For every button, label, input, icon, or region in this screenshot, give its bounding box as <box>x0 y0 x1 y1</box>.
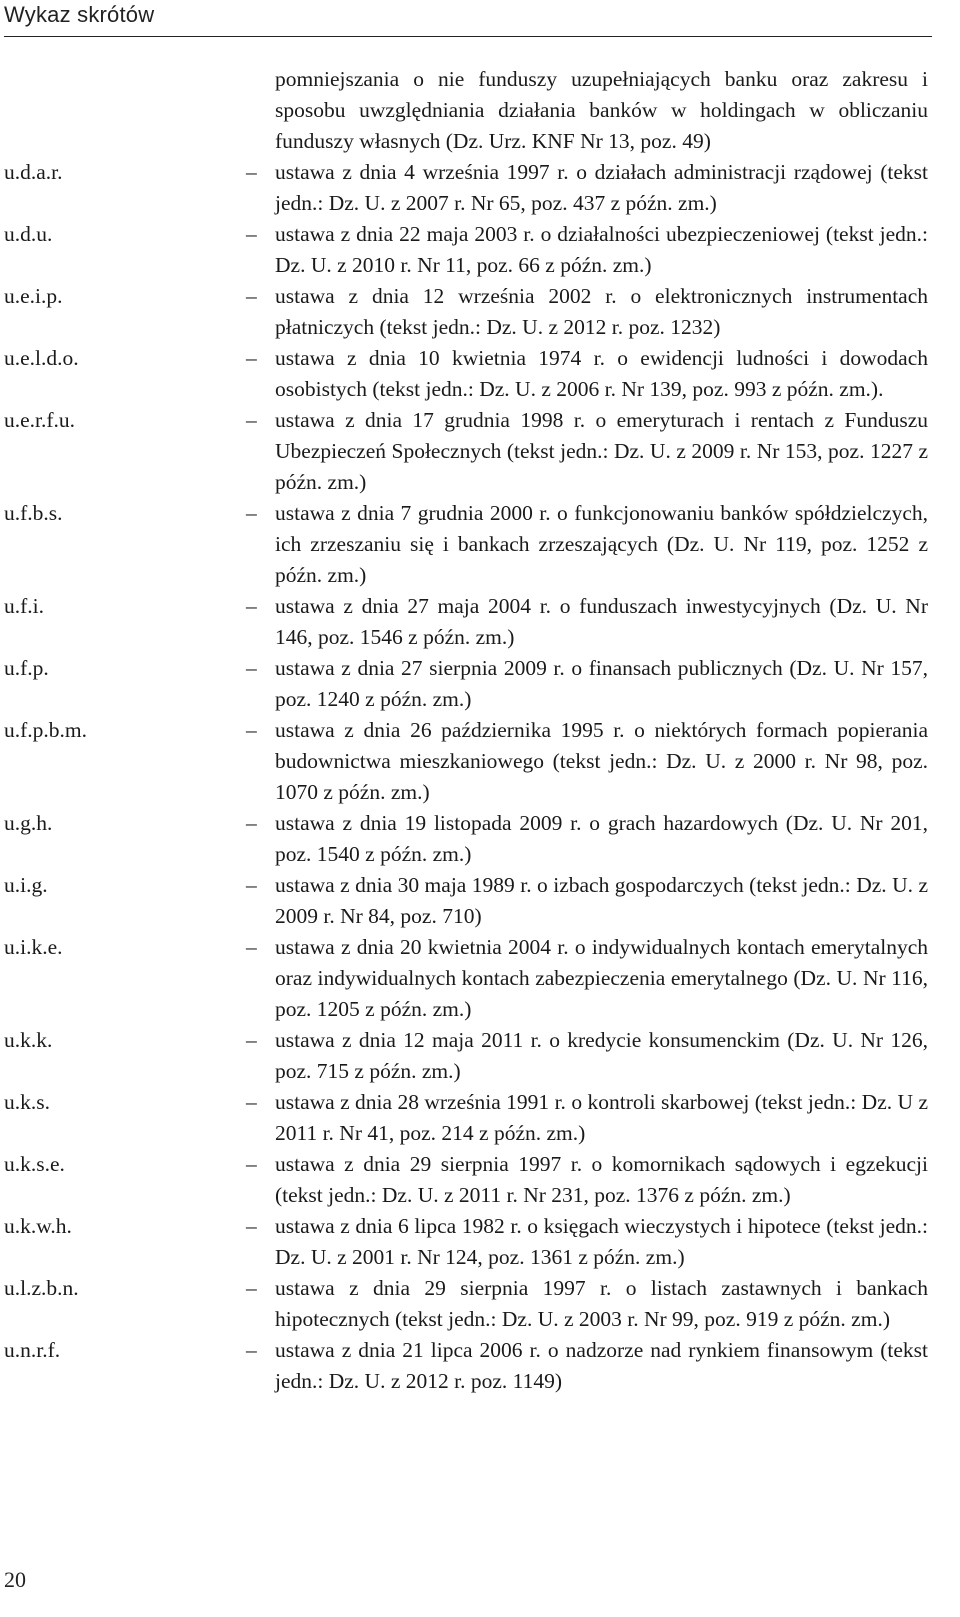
abbreviation-term: u.k.k. <box>4 1028 53 1052</box>
abbreviation-entry <box>4 405 928 498</box>
abbreviation-term: u.n.r.f. <box>4 1338 61 1362</box>
abbreviation-entry <box>4 1335 928 1397</box>
abbreviation-description: ustawa z dnia 27 sierpnia 2009 r. o finansach publicznych (Dz. U. Nr 157, poz. 1240 z późn. zm.) <box>275 656 928 711</box>
abbreviation-entry <box>4 219 928 281</box>
abbreviation-description: ustawa z dnia 6 lipca 1982 r. o księgach wieczystych i hipotece (tekst jedn.: Dz. U. z 2001 r. Nr 124, poz. 1361 z późn. zm.) <box>275 1214 928 1269</box>
continued-entry-text: pomniejszania o nie funduszy uzupełniających banku oraz zakresu i sposobu uwzględniania działania banków w holdingach w obliczaniu funduszy własnych (Dz. Urz. KNF Nr 13, poz. 49) <box>275 67 928 153</box>
abbreviation-term: u.i.k.e. <box>4 935 63 959</box>
abbreviation-term: u.f.i. <box>4 594 45 618</box>
abbreviation-description: ustawa z dnia 27 maja 2004 r. o funduszach inwestycyjnych (Dz. U. Nr 146, poz. 1546 z późn. zm.) <box>275 594 928 649</box>
abbreviation-entry <box>4 715 928 808</box>
entry-dash: – <box>246 1214 257 1238</box>
abbreviation-description: ustawa z dnia 28 września 1991 r. o kontroli skarbowej (tekst jedn.: Dz. U z 2011 r. Nr 41, poz. 214 z późn. zm.) <box>275 1090 928 1145</box>
abbreviation-term: u.d.a.r. <box>4 160 63 184</box>
abbreviation-term: u.e.l.d.o. <box>4 346 79 370</box>
entry-dash: – <box>246 594 257 618</box>
running-header <box>4 2 932 37</box>
entry-dash: – <box>246 284 257 308</box>
header-title: Wykaz skrótów <box>4 2 155 27</box>
abbreviation-term: u.k.s. <box>4 1090 50 1114</box>
entry-dash: – <box>246 222 257 246</box>
abbreviation-entry <box>4 1087 928 1149</box>
abbreviation-description: ustawa z dnia 10 kwietnia 1974 r. o ewidencji ludności i dowodach osobistych (tekst jedn.: Dz. U. z 2006 r. Nr 139, poz. 993 z późn. zm.). <box>275 346 928 401</box>
entry-dash: – <box>246 1338 257 1362</box>
abbreviation-list <box>4 64 928 1397</box>
abbreviation-term: u.f.p. <box>4 656 49 680</box>
abbreviation-entry <box>4 932 928 1025</box>
entry-dash: – <box>246 718 257 742</box>
abbreviation-entry <box>4 157 928 219</box>
abbreviation-description: ustawa z dnia 12 września 2002 r. o elektronicznych instrumentach płatniczych (tekst jedn.: Dz. U. z 2012 r. poz. 1232) <box>275 284 928 339</box>
entry-dash: – <box>246 656 257 680</box>
abbreviation-entry <box>4 281 928 343</box>
abbreviation-term: u.f.p.b.m. <box>4 718 88 742</box>
abbreviation-description: ustawa z dnia 30 maja 1989 r. o izbach gospodarczych (tekst jedn.: Dz. U. z 2009 r. Nr 84, poz. 710) <box>275 873 928 928</box>
entry-dash: – <box>246 160 257 184</box>
abbreviation-term: u.k.w.h. <box>4 1214 72 1238</box>
entry-dash: – <box>246 811 257 835</box>
abbreviation-term: u.f.b.s. <box>4 501 63 525</box>
abbreviation-term: u.d.u. <box>4 222 53 246</box>
entry-dash: – <box>246 408 257 432</box>
entries-container <box>4 157 928 1397</box>
abbreviation-entry <box>4 1273 928 1335</box>
entry-dash: – <box>246 935 257 959</box>
abbreviation-description: ustawa z dnia 29 sierpnia 1997 r. o listach zastawnych i bankach hipotecznych (tekst jedn.: Dz. U. z 2003 r. Nr 99, poz. 919 z późn. zm.) <box>275 1276 928 1331</box>
abbreviation-description: ustawa z dnia 7 grudnia 2000 r. o funkcjonowaniu banków spółdzielczych, ich zrzeszaniu się i bankach zrzeszających (Dz. U. Nr 119, poz. 1252 z późn. zm.) <box>275 501 928 587</box>
abbreviation-term: u.i.g. <box>4 873 48 897</box>
abbreviation-description: ustawa z dnia 26 października 1995 r. o niektórych formach popierania budownictwa mieszkaniowego (tekst jedn.: Dz. U. z 2000 r. Nr 98, poz. 1070 z późn. zm.) <box>275 718 928 804</box>
entry-dash: – <box>246 1276 257 1300</box>
abbreviation-description: ustawa z dnia 19 listopada 2009 r. o grach hazardowych (Dz. U. Nr 201, poz. 1540 z późn. zm.) <box>275 811 928 866</box>
abbreviation-term: u.e.r.f.u. <box>4 408 76 432</box>
entry-dash: – <box>246 1028 257 1052</box>
abbreviation-description: ustawa z dnia 4 września 1997 r. o działach administracji rządowej (tekst jedn.: Dz. U. z 2007 r. Nr 65, poz. 437 z późn. zm.) <box>275 160 928 215</box>
abbreviation-entry <box>4 343 928 405</box>
abbreviation-entry <box>4 870 928 932</box>
entry-dash: – <box>246 1090 257 1114</box>
abbreviation-entry <box>4 653 928 715</box>
abbreviation-term: u.l.z.b.n. <box>4 1276 79 1300</box>
abbreviation-entry <box>4 1025 928 1087</box>
abbreviation-entry <box>4 591 928 653</box>
abbreviation-description: ustawa z dnia 20 kwietnia 2004 r. o indywidualnych kontach emerytalnych oraz indywidualnych kontach zabezpieczenia emerytalnego (Dz. U. Nr 116, poz. 1205 z późn. zm.) <box>275 935 928 1021</box>
abbreviation-entry <box>4 1149 928 1211</box>
abbreviation-term: u.g.h. <box>4 811 53 835</box>
abbreviation-term: u.e.i.p. <box>4 284 63 308</box>
page-number: 20 <box>4 1567 26 1592</box>
entry-dash: – <box>246 1152 257 1176</box>
abbreviation-description: ustawa z dnia 22 maja 2003 r. o działalności ubezpieczeniowej (tekst jedn.: Dz. U. z 2010 r. Nr 11, poz. 66 z późn. zm.) <box>275 222 928 277</box>
entry-dash: – <box>246 346 257 370</box>
abbreviation-entry <box>4 498 928 591</box>
entry-dash: – <box>246 873 257 897</box>
abbreviation-description: ustawa z dnia 12 maja 2011 r. o kredycie konsumenckim (Dz. U. Nr 126, poz. 715 z późn. zm.) <box>275 1028 928 1083</box>
abbreviation-description: ustawa z dnia 21 lipca 2006 r. o nadzorze nad rynkiem finansowym (tekst jedn.: Dz. U. z 2012 r. poz. 1149) <box>275 1338 928 1393</box>
abbreviation-entry <box>4 808 928 870</box>
abbreviation-entry <box>4 1211 928 1273</box>
abbreviation-description: ustawa z dnia 29 sierpnia 1997 r. o komornikach sądowych i egzekucji (tekst jedn.: Dz. U. z 2011 r. Nr 231, poz. 1376 z późn. zm.) <box>275 1152 928 1207</box>
entry-dash: – <box>246 501 257 525</box>
abbreviation-term: u.k.s.e. <box>4 1152 65 1176</box>
abbreviation-description: ustawa z dnia 17 grudnia 1998 r. o emeryturach i rentach z Funduszu Ubezpieczeń Społecznych (tekst jedn.: Dz. U. z 2009 r. Nr 153, poz. 1227 z późn. zm.) <box>275 408 928 494</box>
